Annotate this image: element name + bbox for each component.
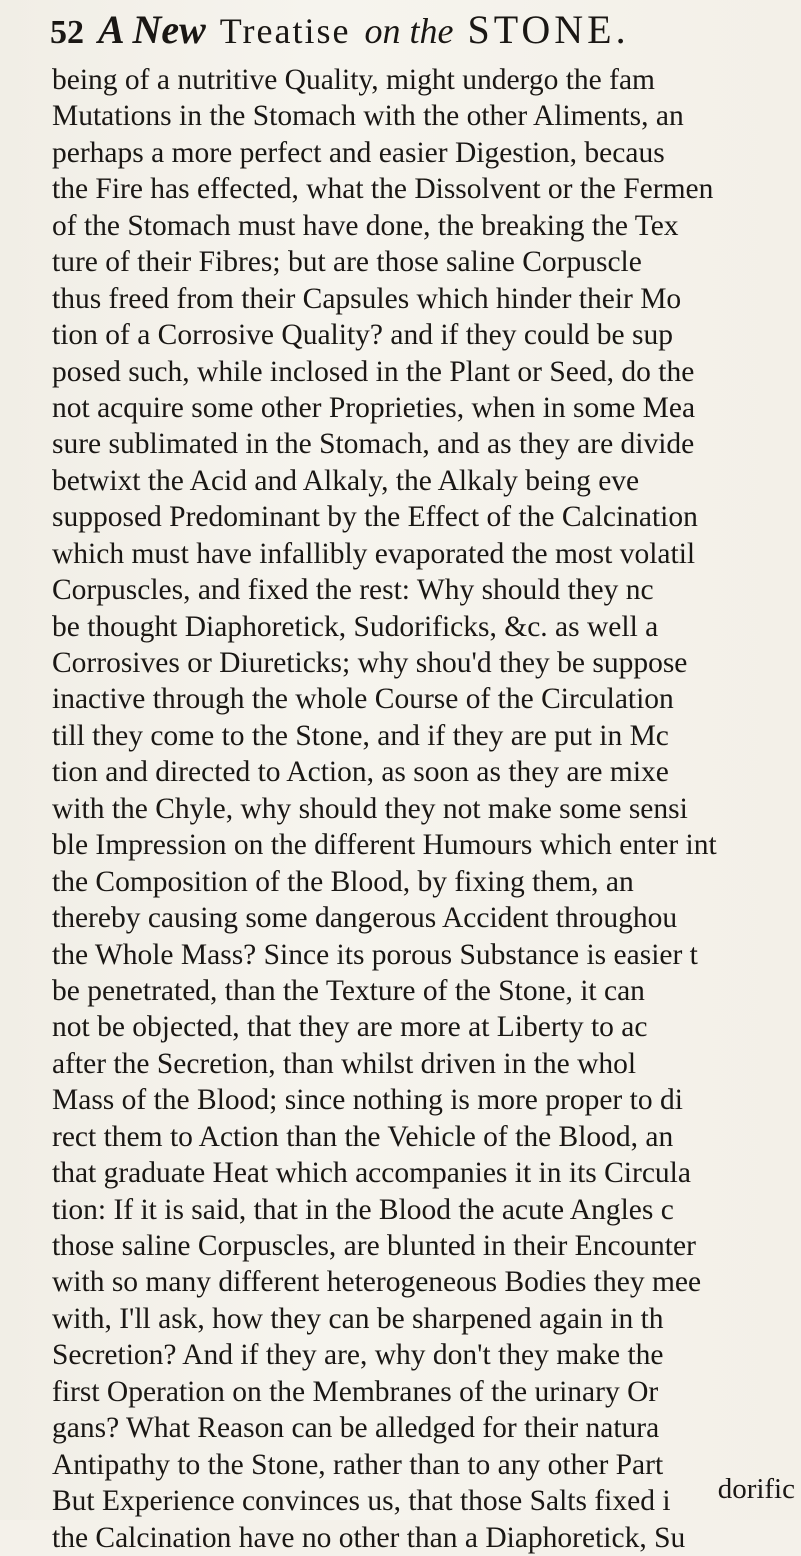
text-line: the Whole Mass? Since its porous Substance is easier t [52, 938, 698, 971]
text-line: betwixt the Acid and Alkaly, the Alkaly being eve [52, 464, 640, 497]
running-head-on-the: on the [364, 11, 454, 51]
text-line: thus freed from their Capsules which hinder their Mo [52, 282, 682, 315]
text-line: Mutations in the Stomach with the other Aliments, an [52, 100, 684, 133]
text-line: first Operation on the Membranes of the urinary Or [52, 1375, 659, 1408]
text-line: be thought Diaphoretick, Sudorificks, &c. as well a [52, 610, 659, 643]
text-line: with the Chyle, why should they not make some sensi [52, 792, 688, 825]
text-line: not acquire some other Proprieties, when in some Mea [52, 391, 696, 424]
text-line: tion: If it is said, that in the Blood the acute Angles c [52, 1193, 674, 1226]
text-line: of the Stomach must have done, the breaking the Tex [52, 209, 679, 242]
text-line: with so many different heterogeneous Bodies they mee [52, 1266, 702, 1299]
text-line: supposed Predominant by the Effect of the Calcination [52, 501, 698, 534]
text-line: Corrosives or Diureticks; why shou'd they be suppose [52, 647, 688, 679]
running-head [50, 6, 801, 54]
running-head-lead: A New [98, 7, 206, 52]
text-line: thereby causing some dangerous Accident throughou [52, 902, 678, 935]
text-line: the Calcination have no other than a Diaphoretick, Su [52, 1521, 686, 1554]
text-line: rect them to Action than the Vehicle of the Blood, an [52, 1120, 674, 1153]
text-line: tion and directed to Action, as soon as they are mixe [52, 756, 669, 789]
text-line: being of a nutritive Quality, might undergo the fam [52, 64, 655, 96]
text-line: the Composition of the Blood, by fixing them, an [52, 865, 634, 898]
text-line: sure sublimated in the Stomach, and as they are divide [52, 428, 695, 461]
text-line: inactive through the whole Course of the Circulation [52, 683, 674, 716]
catchword: dorific [717, 1473, 795, 1505]
text-line: But Experience convinces us, that those Salts fixed i [52, 1485, 671, 1518]
text-line: posed such, while inclosed in the Plant or Seed, do the [52, 355, 695, 388]
text-line: gans? What Reason can be alledged for their natura [52, 1412, 660, 1445]
text-line: be penetrated, than the Texture of the Stone, it can [52, 974, 645, 1007]
body-text [52, 62, 801, 1556]
text-line: tion of a Corrosive Quality? and if they could be sup [52, 319, 673, 352]
text-line: the Fire has effected, what the Dissolvent or the Fermen [52, 173, 714, 206]
page-number: 52 [50, 14, 84, 51]
text-line: Antipathy to the Stone, rather than to any other Part [52, 1448, 664, 1481]
text-line: with, I'll ask, how they can be sharpened again in th [52, 1302, 664, 1335]
text-line: Corpuscles, and fixed the rest: Why should they nc [52, 574, 654, 607]
text-line: not be objected, that they are more at Liberty to ac [52, 1011, 648, 1044]
text-line: that graduate Heat which accompanies it in its Circula [52, 1157, 691, 1190]
text-line: which must have infallibly evaporated the most volatil [52, 537, 696, 570]
text-line: perhaps a more perfect and easier Digestion, becaus [52, 136, 665, 169]
text-line: till they come to the Stone, and if they are put in Mc [52, 719, 669, 752]
text-line: Secretion? And if they are, why don't they make the [52, 1339, 664, 1372]
running-head-treatise: Treatise [219, 11, 351, 51]
text-line: ture of their Fibres; but are those saline Corpuscle [52, 246, 642, 279]
running-head-subject: STONE. [467, 7, 630, 52]
text-line: after the Secretion, than whilst driven in the whol [52, 1047, 637, 1080]
text-line: those saline Corpuscles, are blunted in their Encounter [52, 1230, 696, 1262]
text-line: Mass of the Blood; since nothing is more proper to di [52, 1084, 683, 1117]
text-line: ble Impression on the different Humours which enter int [52, 829, 717, 862]
